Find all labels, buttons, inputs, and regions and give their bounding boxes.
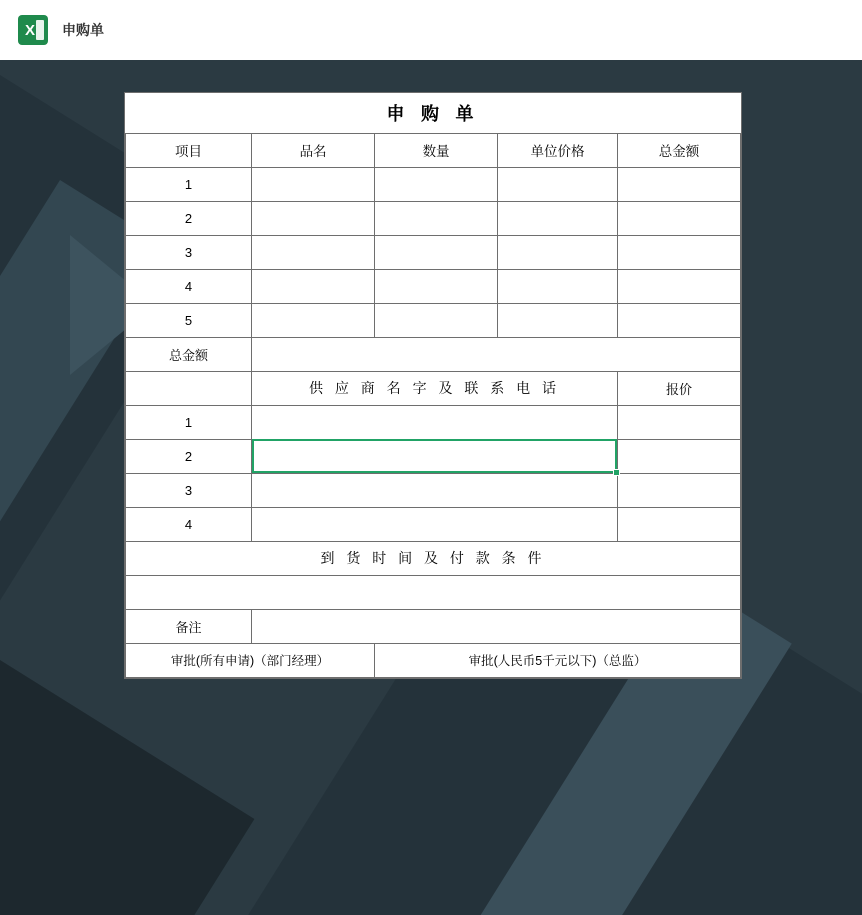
item-row-5-total[interactable] xyxy=(617,303,740,337)
item-row-2-qty[interactable] xyxy=(375,201,498,235)
supplier-row-2-name[interactable] xyxy=(252,439,618,473)
delivery-terms-body[interactable] xyxy=(126,575,741,609)
table-row xyxy=(126,405,741,439)
item-row-1-qty[interactable] xyxy=(375,167,498,201)
item-row-3-total[interactable] xyxy=(617,235,740,269)
supplier-row-2-quote[interactable] xyxy=(617,439,740,473)
item-row-4-price[interactable] xyxy=(498,269,618,303)
supplier-header-row xyxy=(126,371,741,405)
item-row-5-qty[interactable] xyxy=(375,303,498,337)
supplier-row-3-name[interactable] xyxy=(252,473,618,507)
item-row-4-index[interactable]: 4 xyxy=(126,269,252,303)
grand-total-row xyxy=(126,337,741,371)
delivery-terms-header: 到 货 时 间 及 付 款 条 件 xyxy=(126,541,741,575)
grand-total-value[interactable] xyxy=(252,337,741,371)
supplier-row-1-name[interactable] xyxy=(252,405,618,439)
purchase-request-table xyxy=(125,93,741,678)
supplier-row-2-index[interactable]: 2 xyxy=(126,439,252,473)
supplier-header-quote: 报价 xyxy=(617,371,740,405)
supplier-row-4-index[interactable]: 4 xyxy=(126,507,252,541)
table-row xyxy=(126,201,741,235)
table-row xyxy=(126,235,741,269)
purchase-request-sheet xyxy=(124,92,742,679)
supplier-row-4-quote[interactable] xyxy=(617,507,740,541)
grand-total-label: 总金额 xyxy=(126,337,252,371)
approval-director-cell[interactable]: 审批(人民币5千元以下)（总监） xyxy=(375,643,741,677)
header-product-name[interactable]: 品名 xyxy=(252,133,375,167)
item-row-3-index[interactable]: 3 xyxy=(126,235,252,269)
item-row-2-total[interactable] xyxy=(617,201,740,235)
item-row-3-price[interactable] xyxy=(498,235,618,269)
item-row-1-price[interactable] xyxy=(498,167,618,201)
page-title: 申 购 单 xyxy=(386,103,480,124)
approval-manager-cell[interactable]: 审批(所有申请)（部门经理） xyxy=(126,643,375,677)
table-row xyxy=(126,167,741,201)
delivery-header-row xyxy=(126,541,741,575)
items-header-row xyxy=(126,133,741,167)
item-row-5-name[interactable] xyxy=(252,303,375,337)
item-row-2-index[interactable]: 2 xyxy=(126,201,252,235)
item-row-5-index[interactable]: 5 xyxy=(126,303,252,337)
document-title: 申购单 xyxy=(62,22,104,38)
item-row-4-qty[interactable] xyxy=(375,269,498,303)
delivery-body-row xyxy=(126,575,741,609)
item-row-3-name[interactable] xyxy=(252,235,375,269)
supplier-header-name-phone: 供 应 商 名 字 及 联 系 电 话 xyxy=(252,371,618,405)
item-row-1-name[interactable] xyxy=(252,167,375,201)
item-row-5-price[interactable] xyxy=(498,303,618,337)
table-row xyxy=(126,303,741,337)
table-row xyxy=(126,439,741,473)
sheet-title-row xyxy=(126,93,741,133)
supplier-row-3-quote[interactable] xyxy=(617,473,740,507)
supplier-row-1-index[interactable]: 1 xyxy=(126,405,252,439)
table-row xyxy=(126,473,741,507)
supplier-header-index xyxy=(126,371,252,405)
header-total-amount[interactable]: 总金额 xyxy=(617,133,740,167)
remark-label: 备注 xyxy=(126,609,252,643)
title-bar xyxy=(0,0,862,60)
supplier-row-3-index[interactable]: 3 xyxy=(126,473,252,507)
header-quantity[interactable]: 数量 xyxy=(375,133,498,167)
item-row-1-total[interactable] xyxy=(617,167,740,201)
approval-row xyxy=(126,643,741,677)
item-row-2-price[interactable] xyxy=(498,201,618,235)
bg-corner xyxy=(0,660,254,915)
item-row-4-total[interactable] xyxy=(617,269,740,303)
table-row xyxy=(126,507,741,541)
item-row-1-index[interactable]: 1 xyxy=(126,167,252,201)
excel-icon: X xyxy=(18,15,48,45)
header-item[interactable]: 项目 xyxy=(126,133,252,167)
table-row xyxy=(126,269,741,303)
item-row-3-qty[interactable] xyxy=(375,235,498,269)
supplier-row-4-name[interactable] xyxy=(252,507,618,541)
item-row-4-name[interactable] xyxy=(252,269,375,303)
remark-row xyxy=(126,609,741,643)
header-unit-price[interactable]: 单位价格 xyxy=(498,133,618,167)
remark-value[interactable] xyxy=(252,609,741,643)
supplier-row-1-quote[interactable] xyxy=(617,405,740,439)
item-row-2-name[interactable] xyxy=(252,201,375,235)
